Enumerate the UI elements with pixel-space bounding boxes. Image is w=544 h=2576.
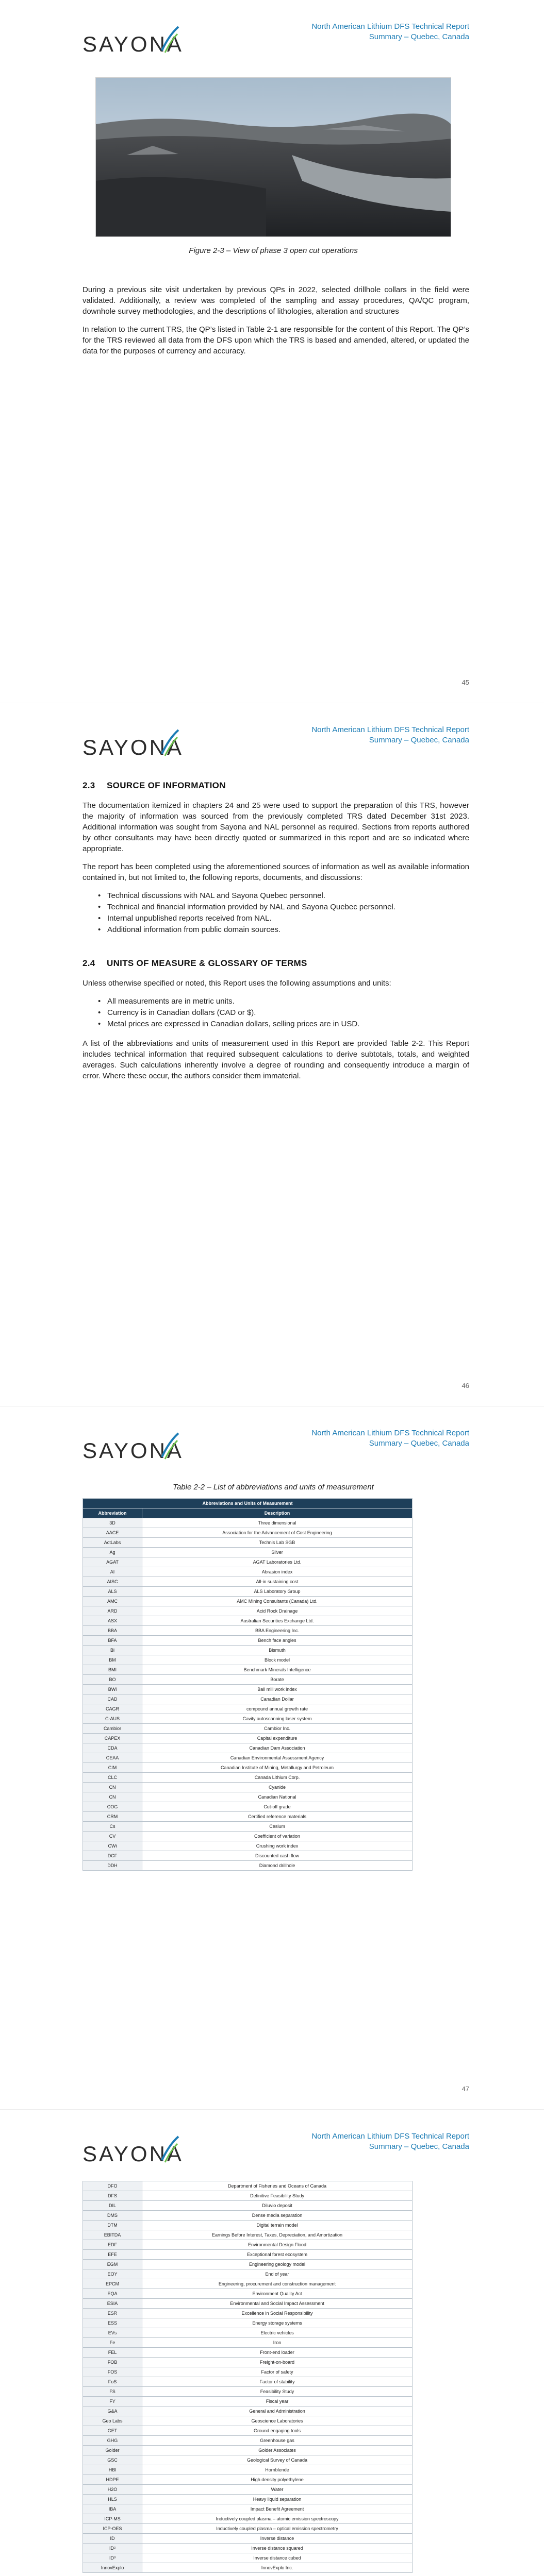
abbreviation-cell: CN <box>83 1792 142 1802</box>
list-item: • Technical discussions with NAL and Sayona Quebec personnel. <box>98 890 469 902</box>
table-row <box>83 1841 413 1851</box>
abbreviation-cell: CRM <box>83 1812 142 1822</box>
page-number: 45 <box>461 679 469 686</box>
description-cell: Greenhouse gas <box>142 2436 413 2446</box>
report-title-line2: Summary – Quebec, Canada <box>369 32 469 41</box>
table-row <box>83 1773 413 1783</box>
logo-text: SAYONA <box>83 735 184 759</box>
table-row <box>83 2416 413 2426</box>
abbreviation-cell: ESS <box>83 2318 142 2328</box>
table-title-row <box>83 1499 413 1509</box>
abbreviation-cell: H2O <box>83 2485 142 2495</box>
table-row <box>83 2289 413 2299</box>
abbreviation-cell: HBl <box>83 2465 142 2475</box>
abbreviation-cell: DTM <box>83 2221 142 2230</box>
abbreviation-cell: DMS <box>83 2211 142 2221</box>
abbreviation-cell: CN <box>83 1783 142 1792</box>
abbreviation-cell: CWi <box>83 1841 142 1851</box>
page-45 <box>0 0 544 703</box>
abbreviation-table-continued <box>83 2181 413 2573</box>
abbreviation-cell: Ag <box>83 1548 142 1557</box>
report-title-line2: Summary – Quebec, Canada <box>369 2142 469 2151</box>
table-row <box>83 2201 413 2211</box>
page-46 <box>0 703 544 1406</box>
description-cell: Borate <box>142 1675 413 1685</box>
abbreviation-cell: CAGR <box>83 1704 142 1714</box>
paragraph: During a previous site visit undertaken by previous QPs in 2022, selected drillhole collars in the field were validated. Additionally, a review was completed of the sampling and assay procedures, QA/QC program, downhole survey methodologies, and the descriptions of lithologies, alteration and structures <box>83 285 469 316</box>
paragraph: In relation to the current TRS, the QP’s listed in Table 2-1 are responsible for the content of this Report. The QP’s for the TRS reviewed all data from the DFS upon which the TRS is based and amended, altered, or updated the data for the purposes of currency and accuracy. <box>83 325 469 355</box>
description-cell: Bismuth <box>142 1646 413 1655</box>
description-cell: Geoscience Laboratories <box>142 2416 413 2426</box>
abbreviation-cell: ID² <box>83 2544 142 2553</box>
description-cell: AMC Mining Consultants (Canada) Ltd. <box>142 1597 413 1606</box>
description-cell: Cambior Inc. <box>142 1724 413 1734</box>
table-row <box>83 1587 413 1597</box>
description-cell: Canadian National <box>142 1792 413 1802</box>
description-cell: compound annual growth rate <box>142 1704 413 1714</box>
table-row <box>83 2299 413 2309</box>
page-48 <box>0 2110 544 2576</box>
table-row <box>83 1655 413 1665</box>
table-row <box>83 1724 413 1734</box>
description-cell: Fiscal year <box>142 2397 413 2406</box>
table-row <box>83 2514 413 2524</box>
abbreviation-cell: BWi <box>83 1685 142 1694</box>
description-cell: Environmental and Social Impact Assessment <box>142 2299 413 2309</box>
abbreviation-cell: AISC <box>83 1577 142 1587</box>
report-title-line1: North American Lithium DFS Technical Report <box>311 22 469 31</box>
report-title-line2: Summary – Quebec, Canada <box>369 1439 469 1448</box>
description-cell: Engineering geology model <box>142 2260 413 2269</box>
abbreviation-cell: ID <box>83 2534 142 2544</box>
table-row <box>83 2260 413 2269</box>
table-row <box>83 1636 413 1646</box>
section-title: SOURCE OF INFORMATION <box>107 781 226 790</box>
abbreviation-cell: HDPE <box>83 2475 142 2485</box>
logo-text: SAYONA <box>83 32 184 56</box>
report-title <box>311 2131 469 2152</box>
description-cell: Impact Benefit Agreement <box>142 2504 413 2514</box>
abbreviation-cell: EVs <box>83 2328 142 2338</box>
section-heading-2-3 <box>83 781 469 791</box>
table-row <box>83 1753 413 1763</box>
table-row <box>83 1851 413 1861</box>
page2-body <box>83 781 469 1089</box>
description-cell: Ground engaging tools <box>142 2426 413 2436</box>
table-row <box>83 1557 413 1567</box>
table-row <box>83 2495 413 2504</box>
table-row <box>83 1861 413 1871</box>
abbreviation-cell: ActLabs <box>83 1538 142 1548</box>
description-cell: Three dimensional <box>142 1518 413 1528</box>
paragraph: A list of the abbreviations and units of measurement used in this Report are provided Table 2-2. This Report includes technical information that required subsequent calculations to derive subtotals, totals, and weighted averages. Such calculations inherently involve a degree of rounding and consequently introduce a margin of error. Where these occur, the authors consider them immaterial. <box>83 1039 469 1080</box>
abbreviation-cell: C-AUS <box>83 1714 142 1724</box>
abbreviation-cell: Cambior <box>83 1724 142 1734</box>
abbreviation-cell: EPCM <box>83 2279 142 2289</box>
abbreviation-cell: FY <box>83 2397 142 2406</box>
abbreviation-cell: AGAT <box>83 1557 142 1567</box>
description-cell: Iron <box>142 2338 413 2348</box>
paragraph: The report has been completed using the aforementioned sources of information as well as available information contained in, but not limited to, the following reports, documents, and discussions: <box>83 862 469 882</box>
table-row <box>83 1792 413 1802</box>
abbreviation-cell: InnovExplo <box>83 2563 142 2573</box>
description-cell: Canada Lithium Corp. <box>142 1773 413 1783</box>
description-cell: Benchmark Minerals Intelligence <box>142 1665 413 1675</box>
table-row <box>83 2269 413 2279</box>
logo-text: SAYONA <box>83 2142 184 2166</box>
paragraph: The documentation itemized in chapters 24 and 25 were used to support the preparation of this TRS, however the majority of information was sourced from the previously completed TRS dated December 31st 2023. Additional information was sought from Sayona and NAL personnel as required. Sections from reports authored by other consultants may have been directly quoted or summarized in this report and are so indicated where appropriate. <box>83 801 469 853</box>
description-cell: Discounted cash flow <box>142 1851 413 1861</box>
table-row <box>83 2397 413 2406</box>
table-row <box>83 2465 413 2475</box>
table-row <box>83 1743 413 1753</box>
description-cell: Ball mill work index <box>142 1685 413 1694</box>
description-cell: Australian Securities Exchange Ltd. <box>142 1616 413 1626</box>
abbreviation-cell: CV <box>83 1832 142 1841</box>
table-row <box>83 2240 413 2250</box>
abbreviation-table-wrap <box>83 1498 469 1871</box>
description-cell: Diamond drillhole <box>142 1861 413 1871</box>
sayona-logo <box>83 2134 201 2165</box>
abbreviation-cell: CEAA <box>83 1753 142 1763</box>
abbreviation-cell: EFE <box>83 2250 142 2260</box>
description-cell: Inverse distance squared <box>142 2544 413 2553</box>
abbreviation-cell: DFS <box>83 2191 142 2201</box>
table-row <box>83 1538 413 1548</box>
table-row <box>83 1567 413 1577</box>
description-cell: End of year <box>142 2269 413 2279</box>
abbreviation-cell: FoS <box>83 2377 142 2387</box>
table-row <box>83 2358 413 2367</box>
page-header <box>0 14 544 61</box>
sayona-logo <box>83 1431 201 1462</box>
description-cell: All-in sustaining cost <box>142 1577 413 1587</box>
abbreviation-cell: AACE <box>83 1528 142 1538</box>
description-cell: Cesium <box>142 1822 413 1832</box>
abbreviation-cell: CIM <box>83 1763 142 1773</box>
column-header-abbreviation: Abbreviation <box>83 1509 142 1518</box>
abbreviation-cell: ALS <box>83 1587 142 1597</box>
table-row <box>83 2250 413 2260</box>
description-cell: Hornblende <box>142 2465 413 2475</box>
report-title <box>311 1428 469 1449</box>
description-cell: Crushing work index <box>142 1841 413 1851</box>
abbreviation-cell: Bi <box>83 1646 142 1655</box>
table-row <box>83 2309 413 2318</box>
abbreviation-cell: FS <box>83 2387 142 2397</box>
table-row <box>83 1597 413 1606</box>
description-cell: Acid Rock Drainage <box>142 1606 413 1616</box>
page-header <box>0 1421 544 1467</box>
abbreviation-cell: GHG <box>83 2436 142 2446</box>
table-header-row <box>83 1509 413 1518</box>
page-header <box>0 718 544 764</box>
abbreviation-cell: BO <box>83 1675 142 1685</box>
description-cell: Freight-on-board <box>142 2358 413 2367</box>
table-row <box>83 2426 413 2436</box>
abbreviation-cell: BM <box>83 1655 142 1665</box>
table-row <box>83 1812 413 1822</box>
description-cell: Heavy liquid separation <box>142 2495 413 2504</box>
description-cell: Cut-off grade <box>142 1802 413 1812</box>
description-cell: Engineering, procurement and construction management <box>142 2279 413 2289</box>
bullet-list-sources <box>98 890 469 936</box>
abbreviation-cell: HLS <box>83 2495 142 2504</box>
description-cell: Cyanide <box>142 1783 413 1792</box>
description-cell: ALS Laboratory Group <box>142 1587 413 1597</box>
description-cell: Technis Lab SGB <box>142 1538 413 1548</box>
description-cell: Canadian Institute of Mining, Metallurgy and Petroleum <box>142 1763 413 1773</box>
table-row <box>83 2446 413 2455</box>
table-row <box>83 2191 413 2201</box>
abbreviation-cell: Golder <box>83 2446 142 2455</box>
column-header-description: Description <box>142 1509 413 1518</box>
table-row <box>83 1606 413 1616</box>
table-row <box>83 2455 413 2465</box>
page-number: 47 <box>461 2085 469 2093</box>
table-row <box>83 1646 413 1655</box>
abbreviation-cell: CLC <box>83 1773 142 1783</box>
description-cell: Bench face angles <box>142 1636 413 1646</box>
table-row <box>83 1577 413 1587</box>
page1-body <box>83 284 469 364</box>
abbreviation-cell: 3D <box>83 1518 142 1528</box>
description-cell: AGAT Laboratories Ltd. <box>142 1557 413 1567</box>
page-47 <box>0 1406 544 2110</box>
abbreviation-cell: ARD <box>83 1606 142 1616</box>
abbreviation-cell: GSC <box>83 2455 142 2465</box>
table-row <box>83 1822 413 1832</box>
section-number: 2.3 <box>83 781 95 790</box>
page-header <box>0 2124 544 2171</box>
description-cell: High density polyethylene <box>142 2475 413 2485</box>
table-row <box>83 1665 413 1675</box>
abbreviation-cell: FOS <box>83 2367 142 2377</box>
description-cell: Factor of safety <box>142 2367 413 2377</box>
abbreviation-cell: BMI <box>83 1665 142 1675</box>
table-row <box>83 2504 413 2514</box>
table-row <box>83 2328 413 2338</box>
report-title-line2: Summary – Quebec, Canada <box>369 736 469 744</box>
description-cell: Feasibility Study <box>142 2387 413 2397</box>
list-item: • Currency is in Canadian dollars (CAD or $). <box>98 1007 469 1019</box>
open-cut-image <box>96 78 451 237</box>
list-item: • Additional information from public domain sources. <box>98 924 469 936</box>
description-cell: Abrasion index <box>142 1567 413 1577</box>
table-row <box>83 1626 413 1636</box>
description-cell: Capital expenditure <box>142 1734 413 1743</box>
report-title-line1: North American Lithium DFS Technical Report <box>311 1429 469 1437</box>
table-row <box>83 1704 413 1714</box>
table-row <box>83 2211 413 2221</box>
description-cell: Electric vehicles <box>142 2328 413 2338</box>
table-row <box>83 1616 413 1626</box>
description-cell: Earnings Before Interest, Taxes, Depreciation, and Amortization <box>142 2230 413 2240</box>
table-row <box>83 2485 413 2495</box>
description-cell: Geological Survey of Canada <box>142 2455 413 2465</box>
abbreviation-cell: EDF <box>83 2240 142 2250</box>
table-row <box>83 1528 413 1538</box>
abbreviation-table <box>83 1498 413 1871</box>
description-cell: Inductively coupled plasma – optical emission spectrometry <box>142 2524 413 2534</box>
table-row <box>83 1734 413 1743</box>
description-cell: Golder Associates <box>142 2446 413 2455</box>
description-cell: Front-end loader <box>142 2348 413 2358</box>
table-row <box>83 2318 413 2328</box>
table-row <box>83 1783 413 1792</box>
table-row <box>83 2406 413 2416</box>
table-row <box>83 1685 413 1694</box>
description-cell: Dense media separation <box>142 2211 413 2221</box>
table-row <box>83 2544 413 2553</box>
abbreviation-cell: DFO <box>83 2181 142 2191</box>
abbreviation-cell: ICP-MS <box>83 2514 142 2524</box>
table-row <box>83 1763 413 1773</box>
list-item: • Internal unpublished reports received from NAL. <box>98 913 469 924</box>
table-row <box>83 2367 413 2377</box>
abbreviation-cell: Fe <box>83 2338 142 2348</box>
description-cell: Department of Fisheries and Oceans of Canada <box>142 2181 413 2191</box>
table-caption: Table 2-2 – List of abbreviations and units of measurement <box>173 1483 374 1492</box>
description-cell: Factor of stability <box>142 2377 413 2387</box>
table-row <box>83 2338 413 2348</box>
description-cell: Inverse distance cubed <box>142 2553 413 2563</box>
abbreviation-cell: EQA <box>83 2289 142 2299</box>
section-heading-2-4 <box>83 958 469 969</box>
description-cell: Exceptional forest ecosystem <box>142 2250 413 2260</box>
abbreviation-cell: COG <box>83 1802 142 1812</box>
abbreviation-cell: GET <box>83 2426 142 2436</box>
abbreviation-cell: ICP-OES <box>83 2524 142 2534</box>
table-row <box>83 2181 413 2191</box>
description-cell: Inverse distance <box>142 2534 413 2544</box>
description-cell: Canadian Dollar <box>142 1694 413 1704</box>
logo-swoosh-icon <box>160 1431 180 1462</box>
abbreviation-cell: EGM <box>83 2260 142 2269</box>
abbreviation-cell: ESR <box>83 2309 142 2318</box>
report-title <box>311 22 469 42</box>
description-cell: Water <box>142 2485 413 2495</box>
abbreviation-cell: CAD <box>83 1694 142 1704</box>
table-row <box>83 2563 413 2573</box>
abbreviation-cell: G&A <box>83 2406 142 2416</box>
logo-text: SAYONA <box>83 1438 184 1463</box>
abbreviation-cell: Geo Labs <box>83 2416 142 2426</box>
abbreviation-cell: IBA <box>83 2504 142 2514</box>
report-title-line1: North American Lithium DFS Technical Report <box>311 2132 469 2141</box>
abbreviation-cell: EOY <box>83 2269 142 2279</box>
paragraph: Unless otherwise specified or noted, this Report uses the following assumptions and units: <box>83 979 391 988</box>
abbreviation-cell: ID³ <box>83 2553 142 2563</box>
bullet-list-units <box>98 996 469 1030</box>
abbreviation-cell: ASX <box>83 1616 142 1626</box>
table-row <box>83 2348 413 2358</box>
list-item: • All measurements are in metric units. <box>98 996 469 1007</box>
description-cell: Environment Quality Act <box>142 2289 413 2299</box>
open-cut-photo <box>95 77 451 237</box>
description-cell: Block model <box>142 1655 413 1665</box>
abbreviation-cell: CAPEX <box>83 1734 142 1743</box>
figure-caption: Figure 2-3 – View of phase 3 open cut operations <box>189 246 358 255</box>
logo-swoosh-icon <box>160 728 180 759</box>
sayona-logo <box>83 728 201 759</box>
abbreviation-cell: DCF <box>83 1851 142 1861</box>
table-row <box>83 2377 413 2387</box>
description-cell: General and Administration <box>142 2406 413 2416</box>
abbreviation-cell: BBA <box>83 1626 142 1636</box>
table-row <box>83 1714 413 1724</box>
table-row <box>83 1694 413 1704</box>
abbreviation-cell: AI <box>83 1567 142 1577</box>
description-cell: Association for the Advancement of Cost Engineering <box>142 1528 413 1538</box>
section-title: UNITS OF MEASURE & GLOSSARY OF TERMS <box>107 958 307 968</box>
abbreviation-cell: FEL <box>83 2348 142 2358</box>
table-row <box>83 2387 413 2397</box>
list-item: • Technical and financial information provided by NAL and Sayona Quebec personnel. <box>98 902 469 913</box>
table-row <box>83 2534 413 2544</box>
description-cell: Coefficient of variation <box>142 1832 413 1841</box>
abbreviation-cell: FOB <box>83 2358 142 2367</box>
description-cell: Certified reference materials <box>142 1812 413 1822</box>
table-row <box>83 2436 413 2446</box>
description-cell: Environmental Design Flood <box>142 2240 413 2250</box>
abbreviation-cell: AMC <box>83 1597 142 1606</box>
table-row <box>83 2524 413 2534</box>
abbreviation-cell: CDA <box>83 1743 142 1753</box>
page-number: 46 <box>461 1382 469 1389</box>
logo-swoosh-icon <box>160 2134 180 2165</box>
description-cell: Cavity autoscanning laser system <box>142 1714 413 1724</box>
table-row <box>83 1675 413 1685</box>
table-row <box>83 1548 413 1557</box>
table-row <box>83 1518 413 1528</box>
table-row <box>83 2230 413 2240</box>
description-cell: Energy storage systems <box>142 2318 413 2328</box>
table-title: Abbreviations and Units of Measurement <box>83 1499 413 1509</box>
description-cell: Canadian Environmental Assessment Agency <box>142 1753 413 1763</box>
description-cell: InnovExplo Inc. <box>142 2563 413 2573</box>
description-cell: Digital terrain model <box>142 2221 413 2230</box>
abbreviation-cell: BFA <box>83 1636 142 1646</box>
description-cell: Canadian Dam Association <box>142 1743 413 1753</box>
report-title-line1: North American Lithium DFS Technical Report <box>311 725 469 734</box>
abbreviation-cell: ESIA <box>83 2299 142 2309</box>
abbreviation-cell: DDH <box>83 1861 142 1871</box>
sayona-logo <box>83 25 201 56</box>
description-cell: Diluvio deposit <box>142 2201 413 2211</box>
section-number: 2.4 <box>83 958 95 968</box>
table-row <box>83 1802 413 1812</box>
abbreviation-cell: DIL <box>83 2201 142 2211</box>
description-cell: BBA Engineering Inc. <box>142 1626 413 1636</box>
description-cell: Inductively coupled plasma – atomic emission spectroscopy <box>142 2514 413 2524</box>
abbreviation-cell: EBITDA <box>83 2230 142 2240</box>
list-item: • Metal prices are expressed in Canadian dollars, selling prices are in USD. <box>98 1019 469 1030</box>
table-row <box>83 2553 413 2563</box>
description-cell: Excellence in Social Responsibility <box>142 2309 413 2318</box>
table-row <box>83 1832 413 1841</box>
table-row <box>83 2475 413 2485</box>
description-cell: Definitive Feasibility Study <box>142 2191 413 2201</box>
abbreviation-table-continued-wrap <box>83 2181 469 2573</box>
table-row <box>83 2221 413 2230</box>
logo-swoosh-icon <box>160 25 180 56</box>
abbreviation-cell: Cs <box>83 1822 142 1832</box>
report-title <box>311 725 469 745</box>
description-cell: Silver <box>142 1548 413 1557</box>
table-row <box>83 2279 413 2289</box>
